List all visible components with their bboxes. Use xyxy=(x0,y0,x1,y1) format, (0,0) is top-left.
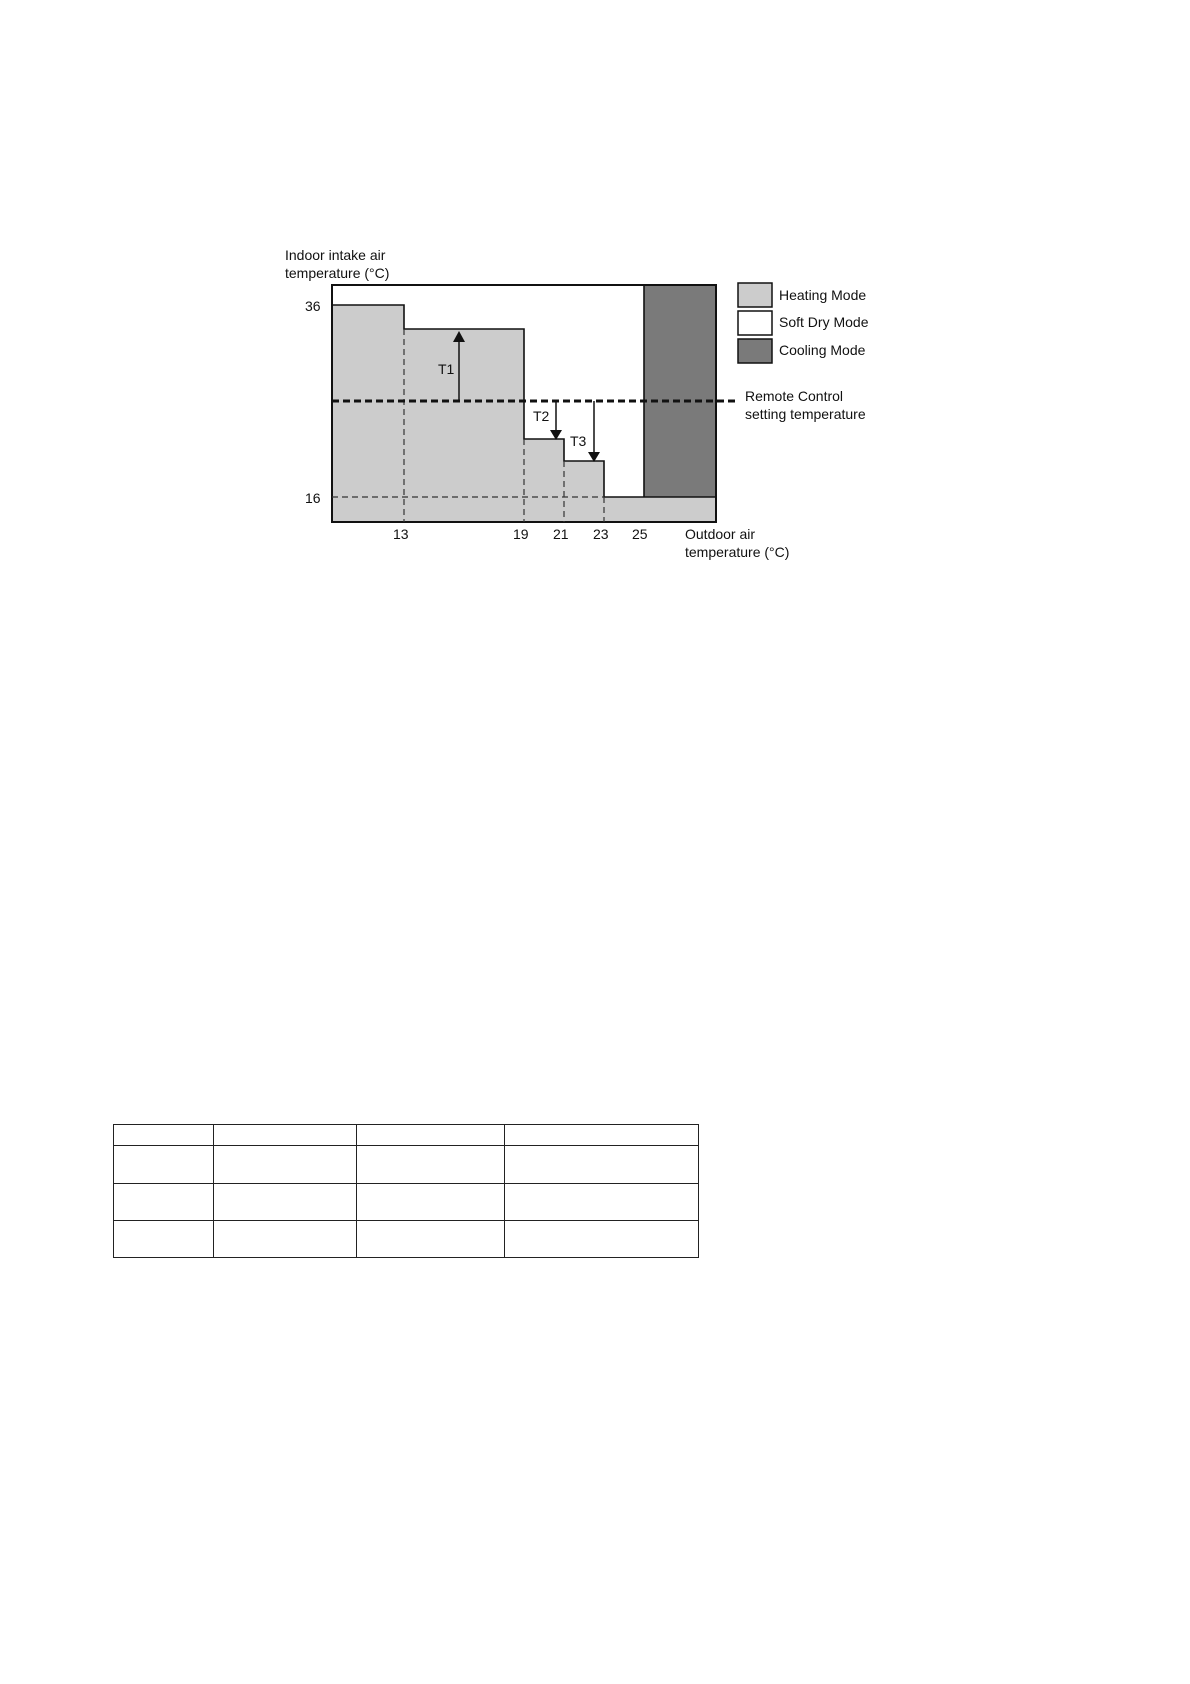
table-row xyxy=(114,1146,699,1184)
table-cell xyxy=(357,1146,505,1184)
table-row xyxy=(114,1184,699,1221)
remote-label-line1: Remote Control xyxy=(745,388,844,404)
table-cell xyxy=(505,1146,699,1184)
y-tick-16: 16 xyxy=(305,490,321,506)
table-cell xyxy=(114,1125,214,1146)
legend-label-soft-dry: Soft Dry Mode xyxy=(779,314,869,330)
y-axis-label-line2: temperature (°C) xyxy=(285,265,390,281)
empty-table xyxy=(113,1124,699,1258)
legend-label-cooling: Cooling Mode xyxy=(779,342,866,358)
x-axis-label-line2: temperature (°C) xyxy=(685,544,790,560)
arrow-label-t2: T2 xyxy=(533,408,550,424)
table-row xyxy=(114,1221,699,1258)
table-cell xyxy=(505,1125,699,1146)
x-tick-19: 19 xyxy=(513,526,529,542)
table-cell xyxy=(214,1125,357,1146)
table-cell xyxy=(357,1184,505,1221)
table-cell xyxy=(505,1221,699,1258)
legend-swatch-cooling xyxy=(738,339,772,363)
arrow-t2 xyxy=(550,401,562,440)
arrow-label-t3: T3 xyxy=(570,433,587,449)
table-cell xyxy=(357,1221,505,1258)
x-axis-label-line1: Outdoor air xyxy=(685,526,756,542)
legend-swatch-heating xyxy=(738,283,772,307)
x-tick-13: 13 xyxy=(393,526,409,542)
table-cell xyxy=(114,1146,214,1184)
legend-label-heating: Heating Mode xyxy=(779,287,867,303)
legend-swatch-soft-dry xyxy=(738,311,772,335)
table-cell xyxy=(114,1221,214,1258)
x-tick-25: 25 xyxy=(632,526,648,542)
arrow-t3 xyxy=(588,401,600,462)
table-row xyxy=(114,1125,699,1146)
x-tick-23: 23 xyxy=(593,526,609,542)
table-cell xyxy=(214,1184,357,1221)
table-cell xyxy=(357,1125,505,1146)
table-cell xyxy=(505,1184,699,1221)
table-cell xyxy=(114,1184,214,1221)
table-cell xyxy=(214,1221,357,1258)
x-tick-21: 21 xyxy=(553,526,569,542)
remote-label-line2: setting temperature xyxy=(745,406,866,422)
mode-diagram xyxy=(0,0,1190,600)
arrow-label-t1: T1 xyxy=(438,361,455,377)
table-cell xyxy=(214,1146,357,1184)
cooling-region xyxy=(644,285,716,497)
y-tick-36: 36 xyxy=(305,298,321,314)
y-axis-label-line1: Indoor intake air xyxy=(285,247,386,263)
